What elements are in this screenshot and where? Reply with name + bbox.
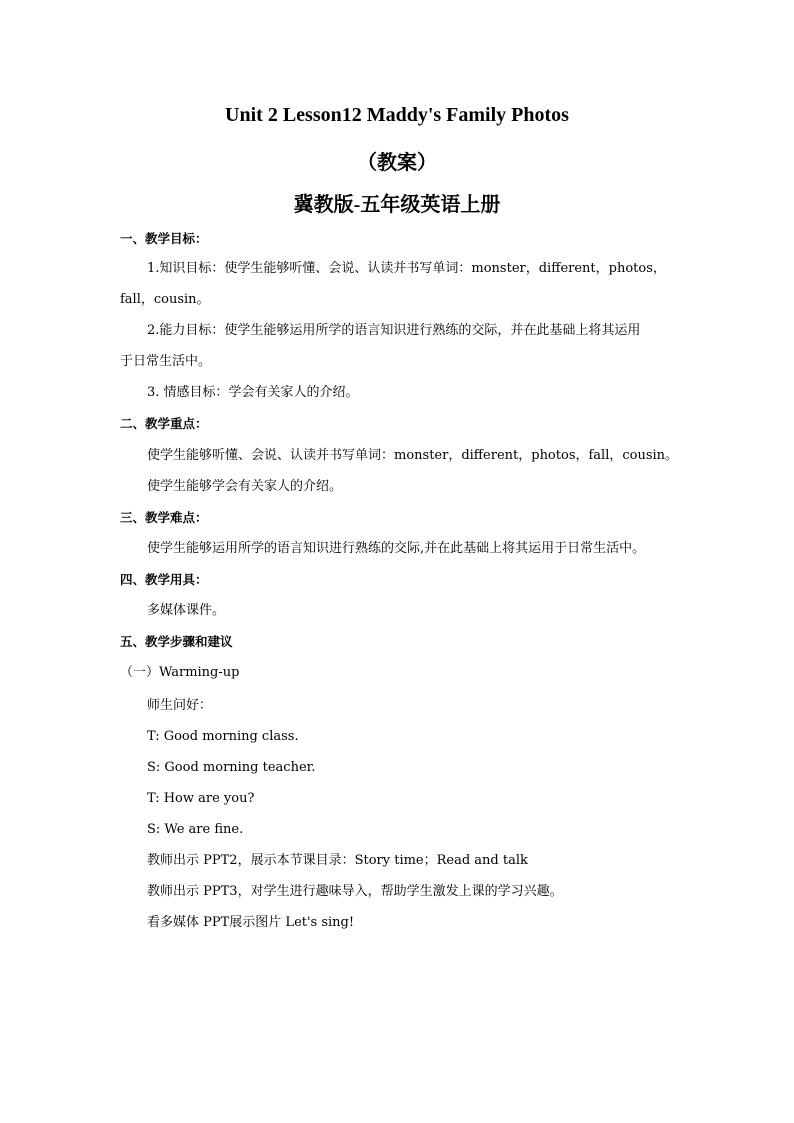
section-heading-difficulties: 三、教学难点：: [120, 510, 208, 525]
key-point-2: 使学生能够学会有关家人的介绍。: [147, 479, 343, 494]
key-point-1: 使学生能够听懂、会说、认读并书写单词：monster，different，photos，fall，cousin。: [147, 448, 679, 463]
objective-emotion: 3. 情感目标：学会有关家人的介绍。: [147, 385, 359, 400]
procedure-line: 教师出示 PPT2，展示本节课目录：Story time；Read and talk: [147, 853, 528, 868]
section-heading-objectives: 一、教学目标：: [120, 231, 208, 246]
dialogue-line: T: How are you?: [147, 791, 255, 806]
objective-ability: 2.能力目标：使学生能够运用所学的语言知识进行熟练的交际，并在此基础上将其运用: [147, 323, 641, 338]
greeting-label: 师生问好：: [147, 698, 213, 713]
objective-ability-cont: 于日常生活中。: [120, 354, 212, 369]
section-heading-materials: 四、教学用具：: [120, 572, 208, 587]
subsection-warming-up: （一）Warming-up: [120, 665, 240, 680]
difficulty-1: 使学生能够运用所学的语言知识进行熟练的交际,并在此基础上将其运用于日常生活中。: [147, 541, 646, 556]
materials-1: 多媒体课件。: [147, 603, 226, 618]
objective-knowledge-cont: fall，cousin。: [120, 292, 210, 307]
procedure-line: 教师出示 PPT3，对学生进行趣味导入，帮助学生激发上课的学习兴趣。: [147, 884, 563, 899]
procedure-line: 看多媒体 PPT展示图片 Let's sing!: [147, 915, 355, 930]
section-heading-steps: 五、教学步骤和建议: [120, 634, 233, 649]
document-subtitle: （教案）: [357, 152, 437, 174]
dialogue-line: S: We are fine.: [147, 822, 244, 837]
dialogue-line: S: Good morning teacher.: [147, 760, 316, 775]
dialogue-line: T: Good morning class.: [147, 729, 299, 744]
document-title: Unit 2 Lesson12 Maddy's Family Photos: [225, 104, 569, 126]
objective-knowledge: 1.知识目标：使学生能够听懂、会说、认读并书写单词：monster，different，photos，: [147, 261, 666, 276]
section-heading-key-points: 二、教学重点：: [120, 416, 208, 431]
document-course: 冀教版-五年级英语上册: [293, 194, 501, 216]
